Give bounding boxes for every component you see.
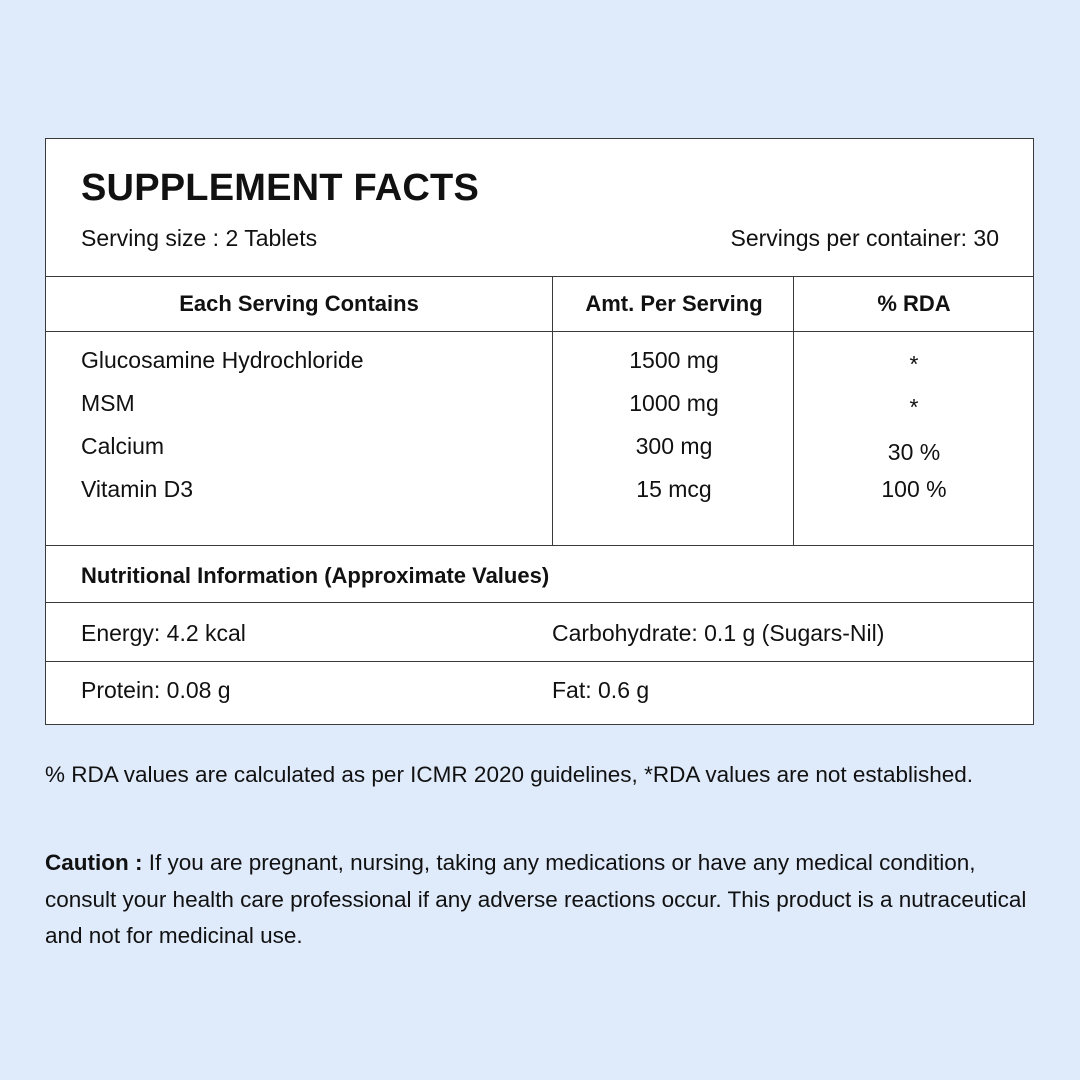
column-divider-1 — [552, 276, 553, 545]
divider-header — [46, 276, 1033, 277]
table-row-amount: 15 mcg — [636, 476, 712, 502]
supplement-facts-panel — [45, 138, 1034, 725]
servings-per-container: Servings per container: 30 — [730, 225, 999, 251]
table-row-name: MSM — [81, 390, 135, 416]
table-row-rda: * — [909, 351, 919, 377]
rda-footnote: % RDA values are calculated as per ICMR 2020 guidelines, *RDA values are not established. — [45, 762, 974, 787]
table-row-name: Vitamin D3 — [81, 476, 194, 502]
nutrition-heading: Nutritional Information (Approximate Values) — [81, 563, 550, 588]
divider-table-head — [46, 331, 1033, 332]
carbohydrate-value: Carbohydrate: 0.1 g (Sugars-Nil) — [552, 620, 885, 646]
caution-note — [45, 845, 1045, 955]
serving-size: Serving size : 2 Tablets — [81, 225, 318, 251]
divider-nutrition-head — [46, 602, 1033, 603]
table-row-rda: 100 % — [881, 476, 947, 502]
divider-table-end — [46, 545, 1033, 546]
energy-value: Energy: 4.2 kcal — [81, 620, 246, 646]
header-each-serving: Each Serving Contains — [179, 291, 419, 316]
header-amount: Amt. Per Serving — [585, 291, 763, 316]
header-rda: % RDA — [877, 291, 951, 316]
table-row-amount: 300 mg — [635, 433, 713, 459]
table-row-rda: * — [909, 394, 919, 420]
protein-value: Protein: 0.08 g — [81, 677, 231, 703]
table-row-amount: 1500 mg — [629, 347, 719, 373]
divider-nutrition-row — [46, 661, 1033, 662]
table-row-amount: 1000 mg — [629, 390, 719, 416]
caution-text: If you are pregnant, nursing, taking any medications or have any medical condition, consult your health care professional if any adverse reactions occur. This product is a nutraceutical and not for medicinal use. — [45, 850, 1027, 948]
fat-value: Fat: 0.6 g — [552, 677, 650, 703]
table-row-rda: 30 % — [887, 439, 941, 465]
table-row-name: Calcium — [81, 433, 165, 459]
panel-title: SUPPLEMENT FACTS — [81, 167, 480, 209]
table-row-name: Glucosamine Hydrochloride — [81, 347, 364, 373]
caution-label: Caution : — [45, 850, 143, 875]
